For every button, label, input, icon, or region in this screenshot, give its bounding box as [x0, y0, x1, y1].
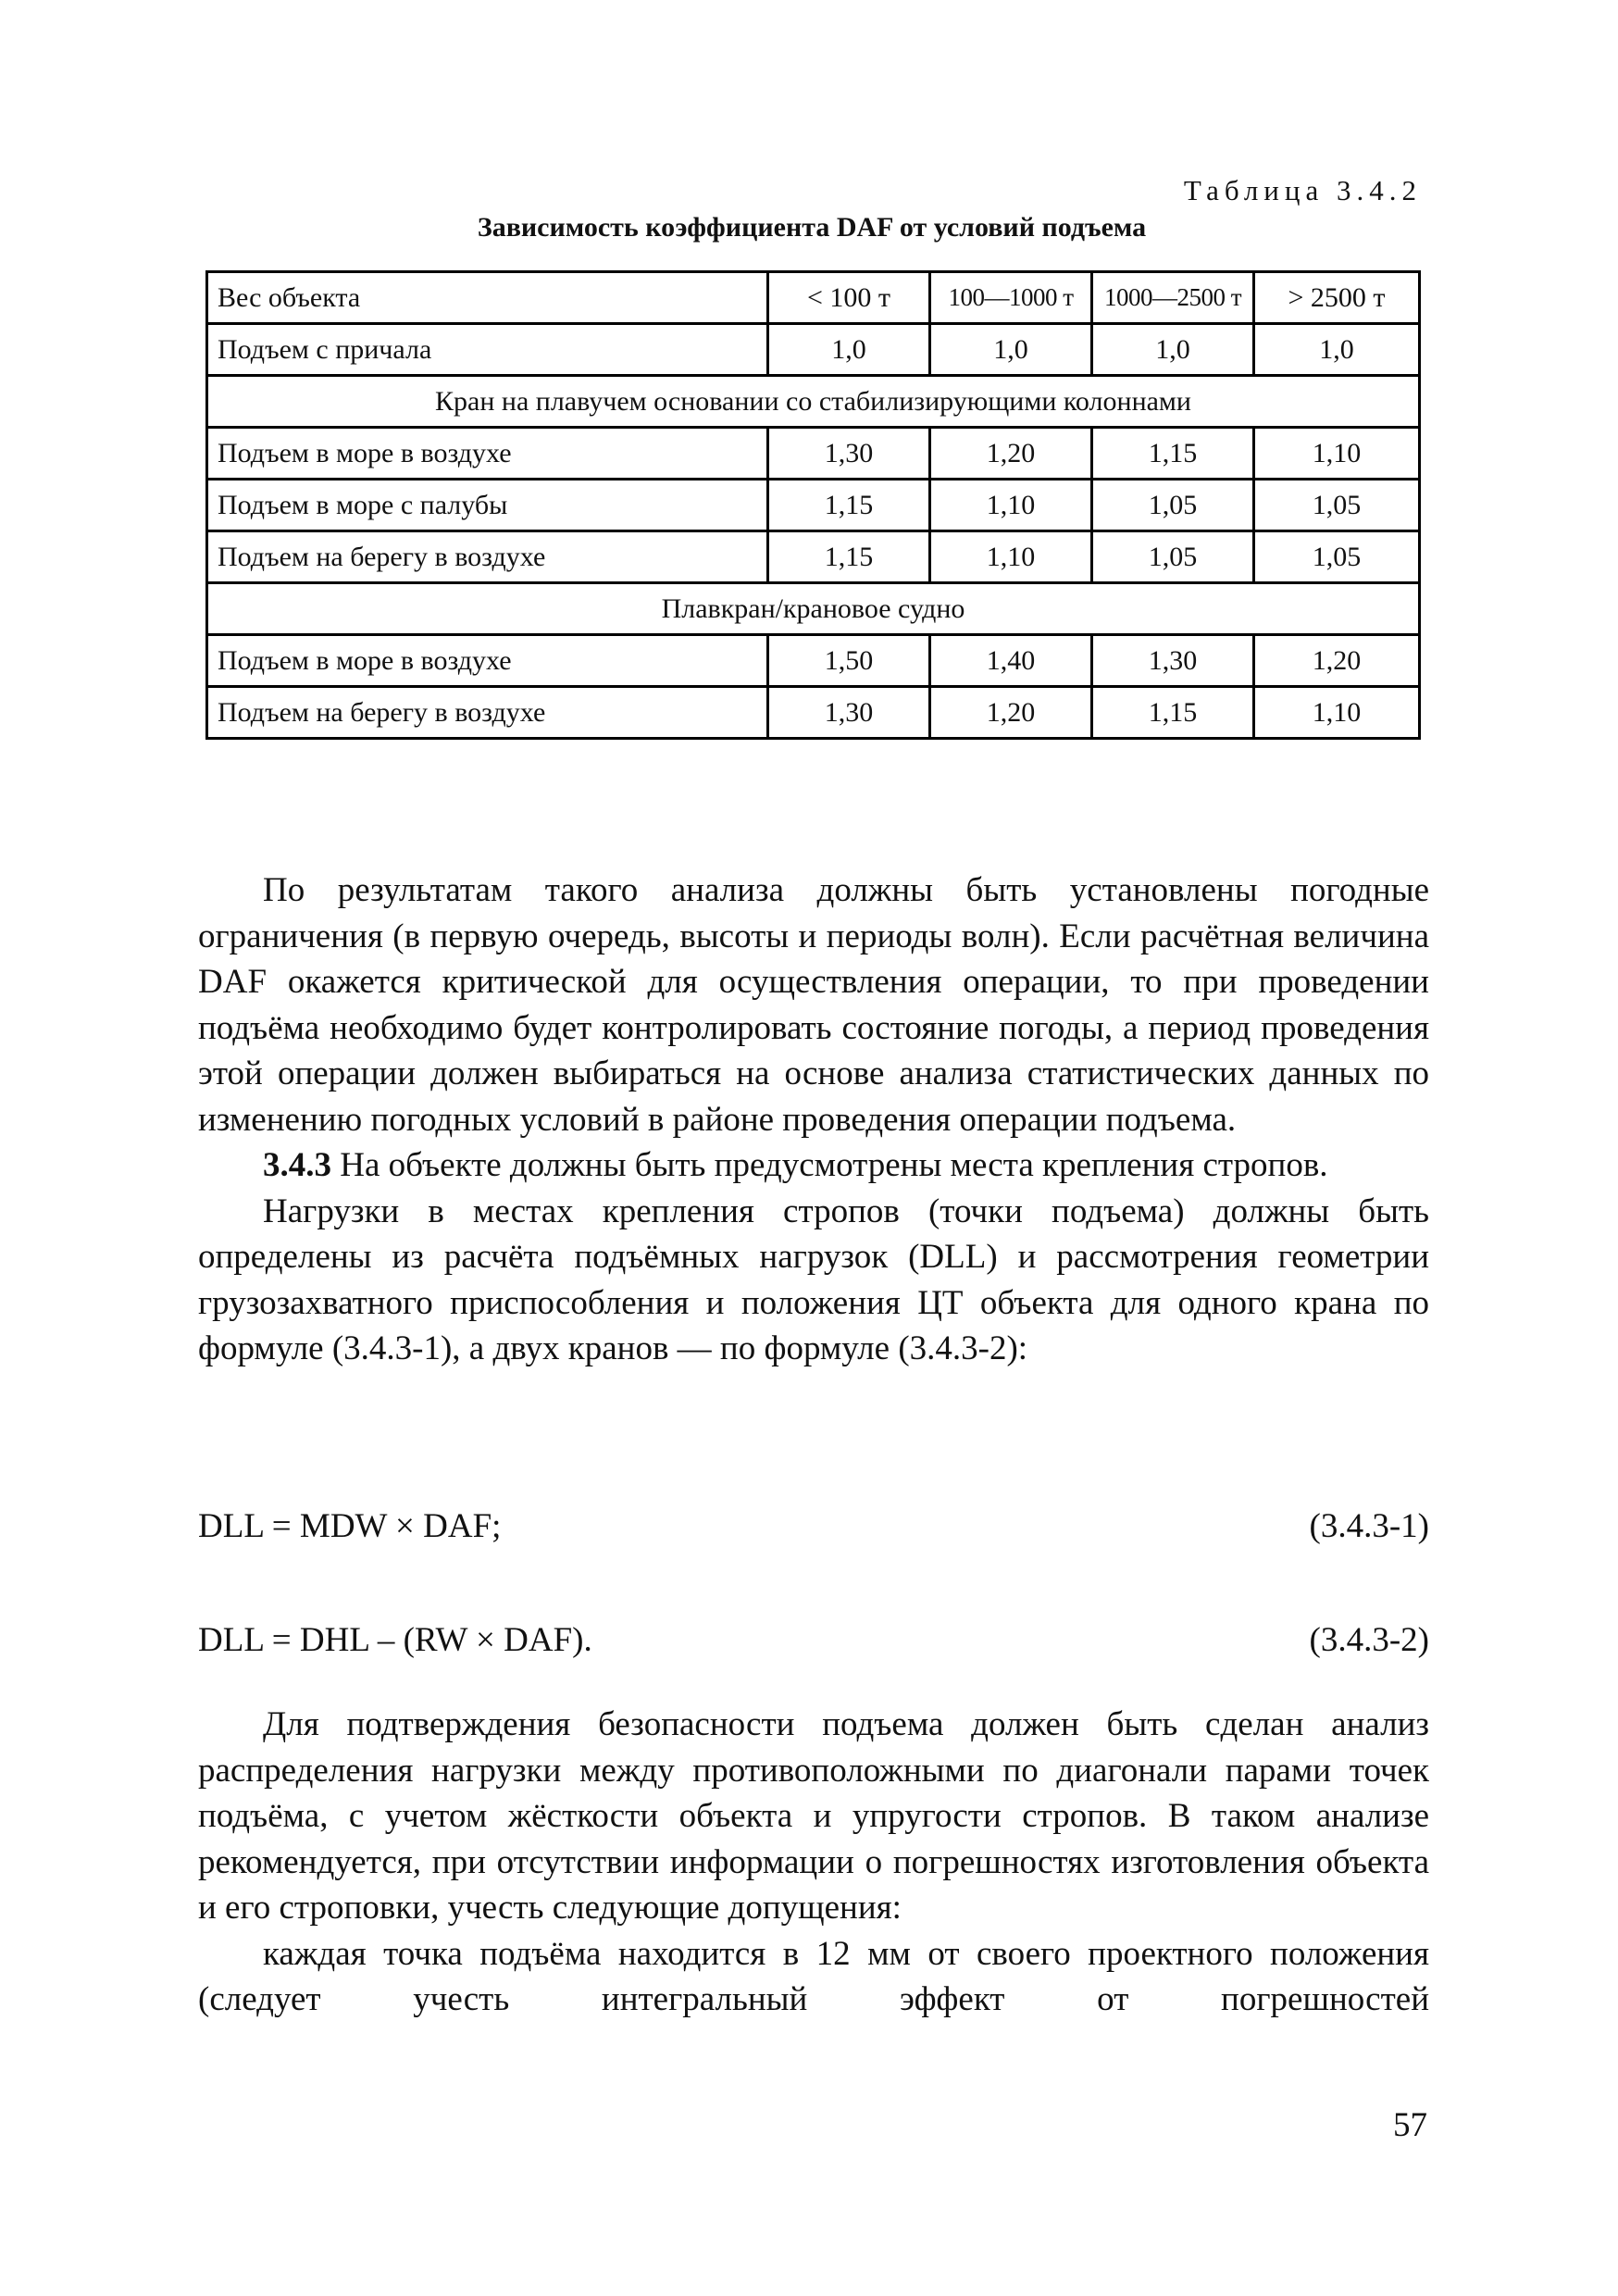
paragraph: Для подтверждения безопасности подъема должен быть сделан анализ распределения нагрузки между противоположными по диагонали парами точек подъёма, с учетом жёсткости объекта и упругости стропов. В таком анализе рекомендуется, при отсутствии информации о погрешностях изготовления объекта и его строповки, учесть следующие допущения:: [198, 1705, 1429, 1927]
table-row: [207, 687, 1420, 739]
table-cell: 1,0: [768, 324, 930, 376]
table-cell: 1,40: [930, 635, 1092, 687]
table-cell: 1,30: [768, 687, 930, 739]
table-cell: < 100 т: [768, 272, 930, 324]
paragraph: каждая точка подъёма находится в 12 мм от своего проектного положения (следует учесть интегральный эффект от погрешностей: [198, 1934, 1429, 2018]
daf-table: [205, 270, 1421, 740]
formula-reference: (3.4.3-1): [1309, 1507, 1429, 1545]
table-cell: Подъем в море в воздухе: [207, 428, 768, 480]
table-cell: 1,15: [1092, 687, 1254, 739]
formula-expression: DLL = DHL – (RW × DAF).: [198, 1621, 592, 1659]
table-cell: 1,0: [930, 324, 1092, 376]
table-cell: 1,10: [930, 531, 1092, 583]
table-cell: 1,15: [768, 480, 930, 531]
table-cell: 1,20: [1254, 635, 1420, 687]
table-section-row: [207, 583, 1420, 635]
table-cell: > 2500 т: [1254, 272, 1420, 324]
page-number: 57: [1393, 2106, 1427, 2144]
table-cell: 1,30: [768, 428, 930, 480]
table-cell: 1,50: [768, 635, 930, 687]
table-cell: 1000—2500 т: [1092, 272, 1254, 324]
table-cell: 100—1000 т: [930, 272, 1092, 324]
table-cell: 1,15: [1092, 428, 1254, 480]
table-cell: 1,30: [1092, 635, 1254, 687]
table-section-row: [207, 376, 1420, 428]
table-cell: 1,15: [768, 531, 930, 583]
formula-1: [198, 1506, 1429, 1546]
table-row: [207, 531, 1420, 583]
table-cell: 1,10: [1254, 428, 1420, 480]
table-row: [207, 480, 1420, 531]
paragraph: По результатам такого анализа должны быть установлены погодные ограничения (в первую очередь, высоты и периоды волн). Если расчётная величина DAF окажется критической для осуществления операции, то при проведении подъёма необходимо будет контролировать состояние погоды, а период проведения этой операции должен выбираться на основе анализа статистических данных по изменению погодных условий в районе проведения операции подъема.: [198, 871, 1429, 1139]
table-cell: 1,10: [1254, 687, 1420, 739]
body-text-block-2: [198, 1702, 1429, 2023]
table-cell: Подъем на берегу в воздухе: [207, 531, 768, 583]
paragraph-text: На объекте должны быть предусмотрены места крепления стропов.: [331, 1146, 1328, 1184]
table-cell: 1,10: [930, 480, 1092, 531]
table-row: [207, 635, 1420, 687]
table-cell: 1,05: [1254, 531, 1420, 583]
table-cell: 1,0: [1092, 324, 1254, 376]
table-cell: 1,05: [1254, 480, 1420, 531]
table-cell: Вес объекта: [207, 272, 768, 324]
table-cell: Подъем в море с палубы: [207, 480, 768, 531]
table-row: [207, 428, 1420, 480]
table-cell: Подъем в море в воздухе: [207, 635, 768, 687]
table-cell: Подъем на берегу в воздухе: [207, 687, 768, 739]
table-cell: 1,20: [930, 687, 1092, 739]
table-label: Таблица 3.4.2: [1183, 174, 1422, 206]
body-text-block-1: [198, 867, 1429, 1372]
table-cell: 1,05: [1092, 480, 1254, 531]
table-cell: 1,20: [930, 428, 1092, 480]
paragraph: Нагрузки в местах крепления стропов (точки подъема) должны быть определены из расчёта подъёмных нагрузок (DLL) и рассмотрения геометрии грузозахватного приспособления и положения ЦТ объекта для одного крана по формуле (3.4.3-1), а двух кранов — по формуле (3.4.3-2):: [198, 1192, 1429, 1367]
table-caption: Зависимость коэффициента DAF от условий подъема: [477, 212, 1147, 243]
formula-reference: (3.4.3-2): [1309, 1621, 1429, 1659]
table-section-heading: Плавкран/крановое судно: [207, 583, 1420, 635]
table-row: [207, 324, 1420, 376]
table-cell: 1,0: [1254, 324, 1420, 376]
table-cell: Подъем с причала: [207, 324, 768, 376]
table-cell: 1,05: [1092, 531, 1254, 583]
paragraph: [198, 1142, 1429, 1189]
section-number: 3.4.3: [263, 1146, 331, 1184]
formula-2: [198, 1620, 1429, 1660]
formula-expression: DLL = MDW × DAF;: [198, 1507, 502, 1545]
table-section-heading: Кран на плавучем основании со стабилизирующими колоннами: [207, 376, 1420, 428]
table-header-row: [207, 272, 1420, 324]
